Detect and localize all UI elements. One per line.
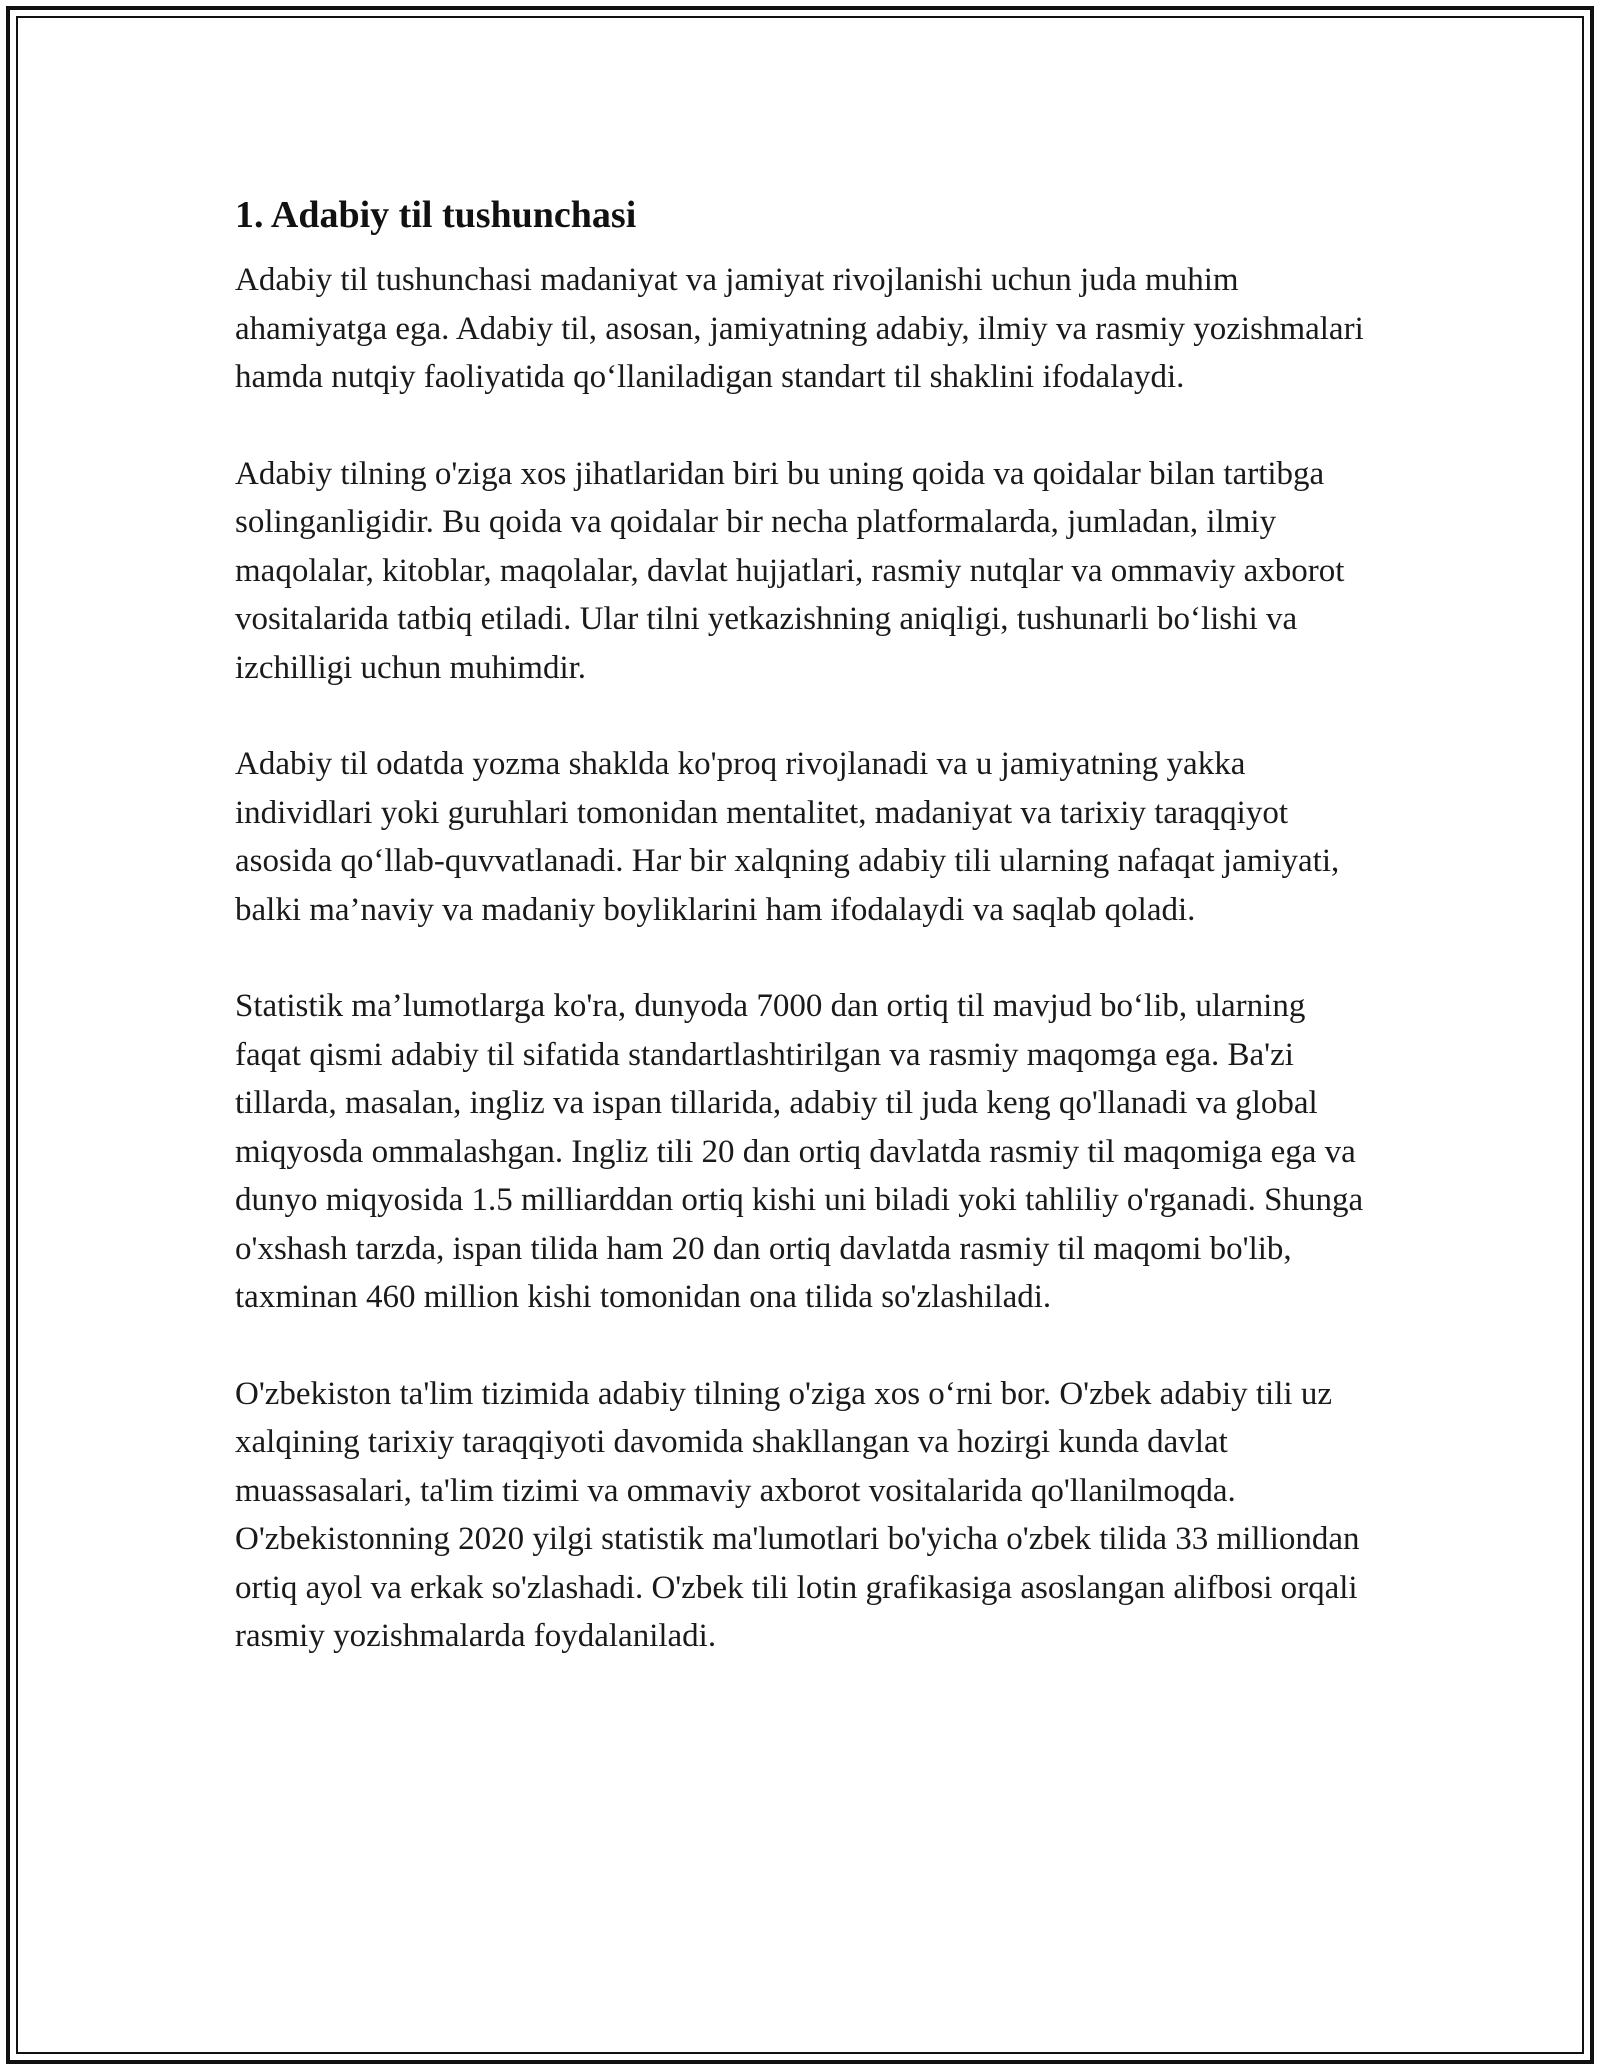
paragraph-3: Adabiy til odatda yozma shaklda ko'proq rivojlanadi va u jamiyatning yakka individlari yoki guruhlari tomonidan mentalitet, madaniyat va tarixiy taraqqiyot asosida qo‘llab-quvvatlanadi. Har bir xalqning adabiy tili ularning nafaqat jamiyati, balki ma’naviy va madaniy boyliklarini ham ifodalaydi va saqlab qoladi.	[235, 746, 1340, 928]
paragraph-1: Adabiy til tushunchasi madaniyat va jamiyat rivojlanishi uchun juda muhim ahamiyatga ega. Adabiy til, asosan, jamiyatning adabiy, ilmiy va rasmiy yozishmalari hamda nutqiy faoliyatida qo‘llaniladigan standart til shaklini ifodalaydi.	[235, 262, 1364, 395]
paragraph-4: Statistik ma’lumotlarga ko'ra, dunyoda 7000 dan ortiq til mavjud bo‘lib, ularning faqat qismi adabiy til sifatida standartlashtirilgan va rasmiy maqomga ega. Ba'zi tillarda, masalan, ingliz va ispan tillarida, adabiy til juda keng qo'llanadi va global miqyosda ommalashgan. Ingliz tili 20 dan ortiq davlatda rasmiy til maqomiga ega va dunyo miqyosida 1.5 milliarddan ortiq kishi uni biladi yoki tahliliy o'rganadi. Shunga o'xshash tarzda, ispan tilida ham 20 dan ortiq davlatda rasmiy til maqomi bo'lib, taxminan 460 million kishi tomonidan ona tilida so'zlashiladi.	[235, 988, 1364, 1315]
paragraph-2: Adabiy tilning o'ziga xos jihatlaridan biri bu uning qoida va qoidalar bilan tartibga solinganligidir. Bu qoida va qoidalar bir necha platformalarda, jumladan, ilmiy maqolalar, kitoblar, maqolalar, davlat hujjatlari, rasmiy nutqlar va ommaviy axborot vositalarida tatbiq etiladi. Ular tilni yetkazishning aniqligi, tushunarli bo‘lishi va izchilligi uchun muhimdir.	[235, 455, 1345, 686]
section-heading: 1. Adabiy til tushunchasi	[235, 194, 637, 236]
paragraph-5: O'zbekiston ta'lim tizimida adabiy tilning o'ziga xos o‘rni bor. O'zbek adabiy tili uz xalqining tarixiy taraqqiyoti davomida shakllangan va hozirgi kunda davlat muassasalari, ta'lim tizimi va ommaviy axborot vositalarida qo'llanilmoqda. O'zbekistonning 2020 yilgi statistik ma'lumotlari bo'yicha o'zbek tilida 33 milliondan ortiq ayol va erkak so'zlashadi. O'zbek tili lotin grafikasiga asoslangan alifbosi orqali rasmiy yozishmalarda foydalaniladi.	[235, 1375, 1360, 1654]
document-body	[235, 188, 1375, 1709]
